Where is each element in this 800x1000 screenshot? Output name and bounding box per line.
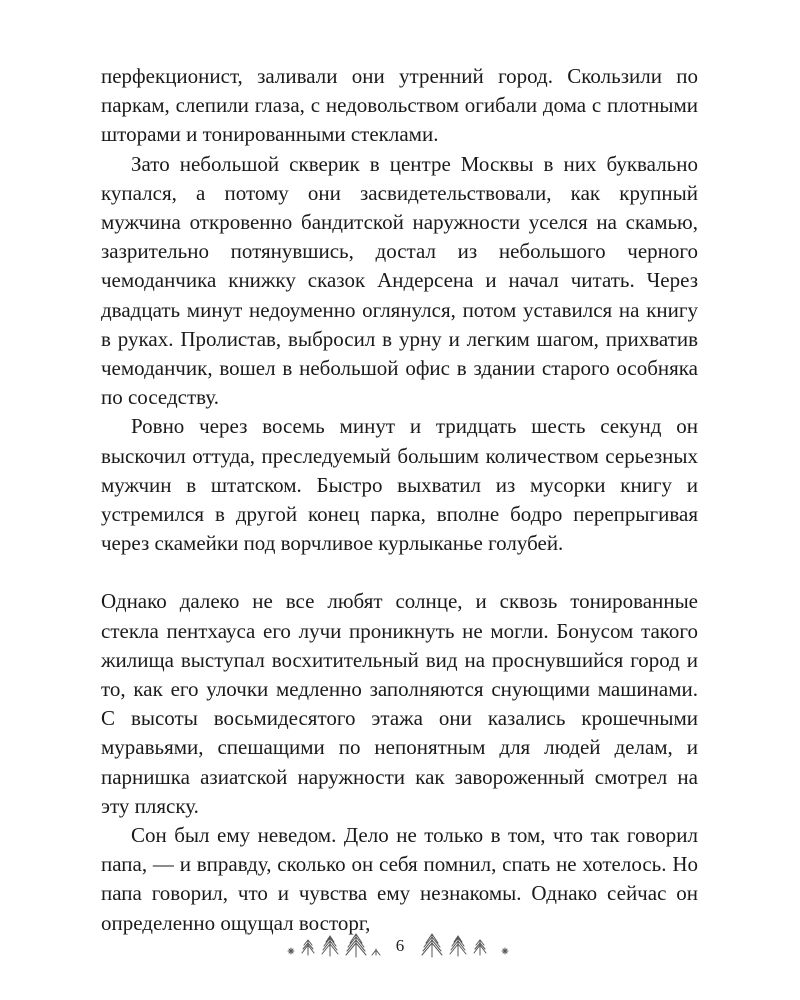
pine-trees-ornament-icon (284, 931, 384, 959)
page-footer (0, 925, 800, 965)
paragraph: Зато небольшой скверик в центре Москвы в них буквально купался, а потому они засвидетельствовали, как крупный мужчина откровенно бандитской наружности уселся на скамью, зазрительно потянувшись, достал из небольшого черного чемоданчика книжку сказок Андерсена и начал читать. Через двадцать минут недоуменно оглянулся, потом уставился на книгу в руках. Пролистав, выбросил в урну и легким шагом, прихватив чемоданчик, вошел в небольшой офис в здании старого особняка по соседству. (101, 151, 698, 410)
section-start-paragraph: Однако далеко не все любят солнце, и сквозь тонированные стекла пентхауса его лучи проникнуть не могли. Бонусом такого жилища выступал восхитительный вид на проснувшийся город и то, как его улочки медленно заполняются снующими машинами. С высоты восьмидесятого этажа они казались крошечными муравьями, спешащими по непонятным для людей делам, и парнишка азиатской наружности как завороженный смотрел на эту пляску. (101, 589, 698, 818)
paragraph: Ровно через восемь минут и тридцать шесть секунд он выскочил оттуда, преследуемый большим количеством серьезных мужчин в штатском. Быстро выхватил из мусорки книгу и устремился в другой конец парка, вполне бодро перепрыгивая через скамейки под ворчливое курлыканье голубей. (101, 414, 698, 556)
paragraph: Сон был ему неведом. Дело не только в том, что так говорил папа, — и вправду, сколько он себя помнил, спать не хотелось. Но папа говорил, что и чувства ему незнакомы. Однако сейчас он определенно ощущал восторг, (101, 823, 698, 935)
body-text (101, 62, 698, 938)
pine-trees-ornament-icon (416, 931, 516, 959)
paragraph-continuation: перфекционист, заливали они утренний город. Скользили по паркам, слепили глаза, с недовольством огибали дома с плотными шторами и тонированными стеклами. (101, 64, 698, 147)
page-number: 6 (395, 935, 405, 955)
